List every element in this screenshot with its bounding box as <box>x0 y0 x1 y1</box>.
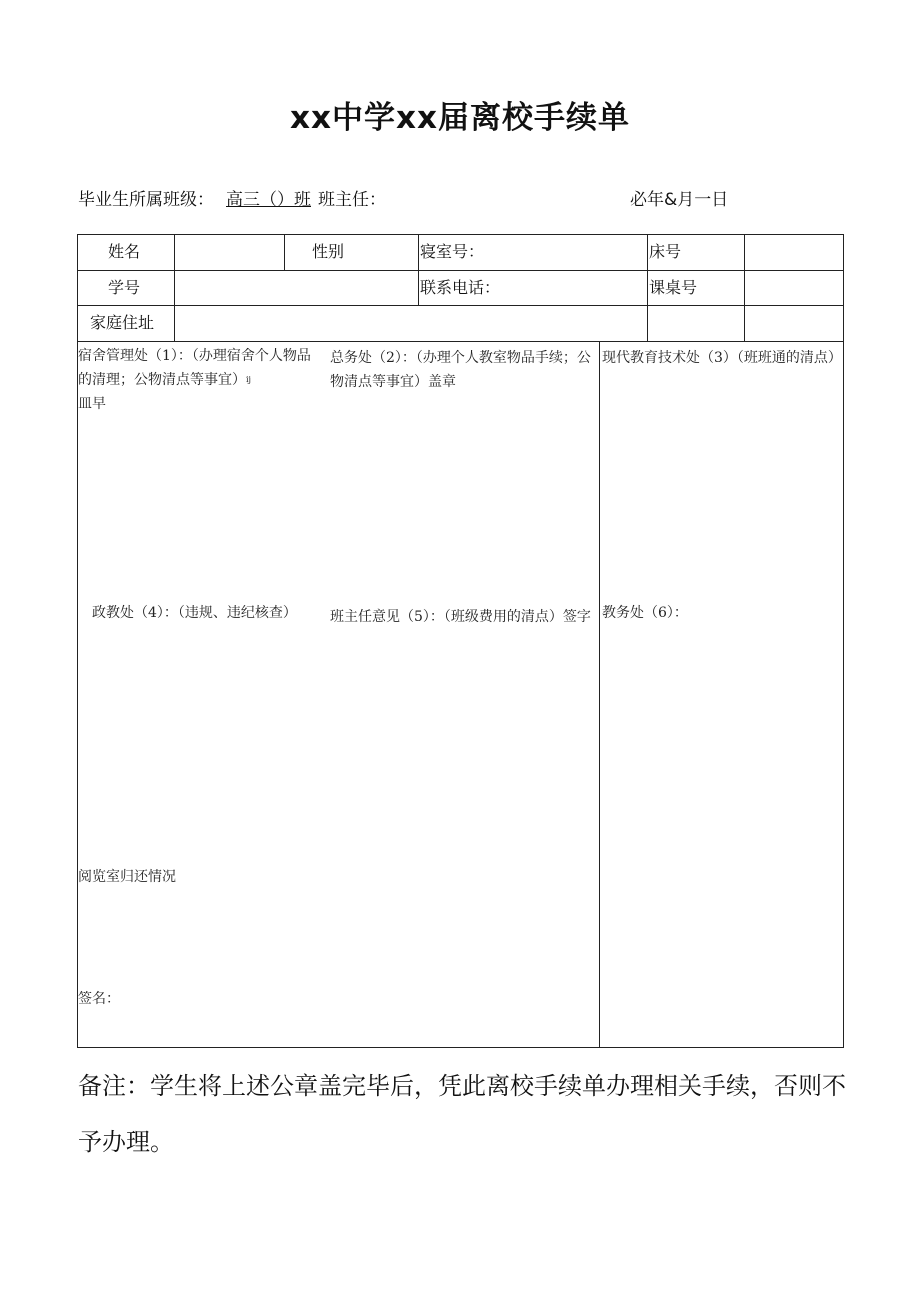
class-value: 高三（）班 <box>226 190 311 210</box>
reading-room-section: 阅览室归还情况 <box>78 869 176 885</box>
academic-office-section: 教务处（6）： <box>602 605 688 621</box>
page-title: xx中学xx届离校手续单 <box>290 100 630 136</box>
gender-label: 性别 <box>312 242 345 261</box>
name-label: 姓名 <box>108 242 141 261</box>
bed-number-label: 床号 <box>649 242 682 261</box>
class-label: 毕业生所属班级： <box>78 190 214 210</box>
desk-number-label: 课桌号 <box>649 278 698 297</box>
political-office-section: 政教处（4）：（违规、违纪核查） <box>92 605 297 621</box>
general-affairs-section: 总务处（2）：（办理个人教室物品手续；公物清点等事宜）盖章 <box>330 350 591 390</box>
edu-tech-section: 现代教育技术处（3）（班班通的清点） <box>602 350 842 366</box>
head-teacher-label: 班主任： <box>318 190 386 210</box>
phone-label: 联系电话： <box>420 278 501 297</box>
date-field: 必年&月一日 <box>630 190 729 210</box>
signature-label: 签名： <box>78 991 120 1007</box>
dorm-number-label: 寝室号： <box>420 242 485 261</box>
home-address-label: 家庭住址 <box>90 313 155 332</box>
student-id-label: 学号 <box>108 278 141 297</box>
footnote: 备注：学生将上述公章盖完毕后，凭此离校手续单办理相关手续，否则不予办理。 <box>78 1072 846 1156</box>
head-teacher-opinion-section: 班主任意见（5）：（班级费用的清点）签字 <box>330 609 591 625</box>
dorm-office-section: 宿舍管理处（1）：（办理宿舍个人物品的清理；公物清点等事宜）ij 皿早 <box>78 348 311 412</box>
